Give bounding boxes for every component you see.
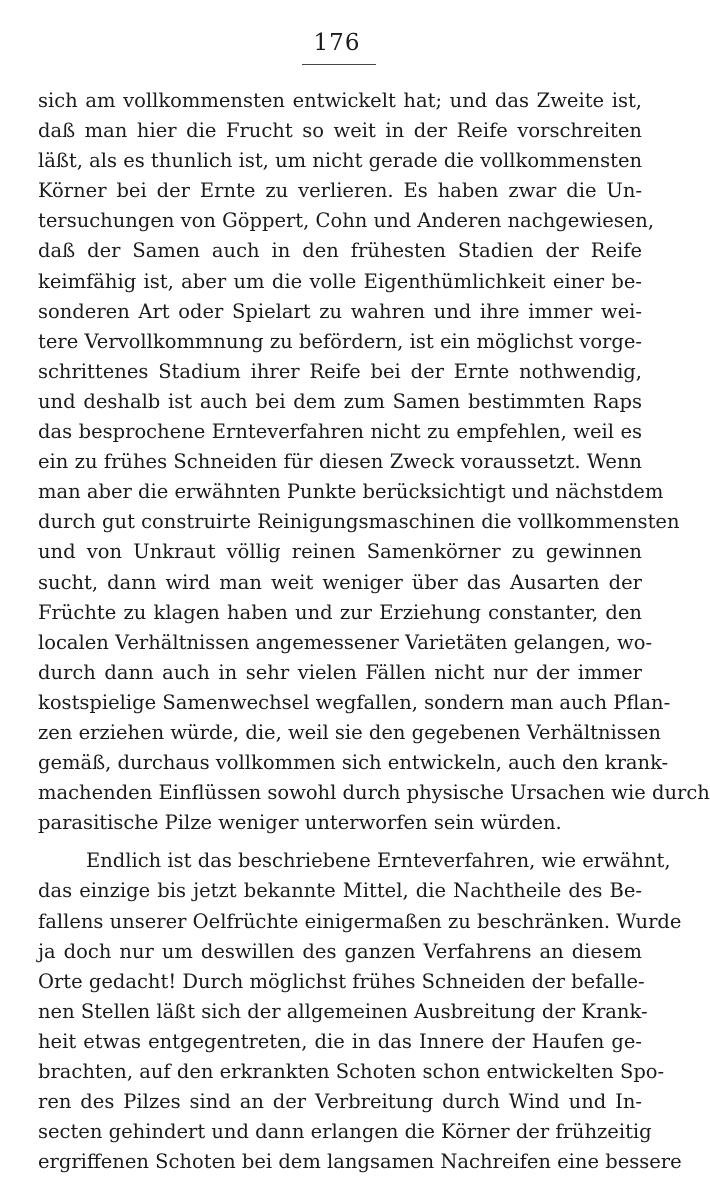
text-line: parasitische Pilze weniger unterworfen sein würden. <box>38 811 562 835</box>
text-line: Endlich ist das beschriebene Ernteverfahren, wie erwähnt, <box>86 849 671 873</box>
text-line: das einzige bis jetzt bekannte Mittel, die Nachtheile des Be- <box>38 879 642 903</box>
text-line: localen Verhältnissen angemessener Varietäten gelangen, wo- <box>38 630 653 654</box>
text-line: Früchte zu klagen haben und zur Erziehung constanter, den <box>38 600 642 624</box>
text-line: tersuchungen von Göppert, Cohn und Anderen nachgewiesen, <box>38 209 655 233</box>
text-line: Körner bei der Ernte zu verlieren. Es haben zwar die Un- <box>38 179 642 203</box>
text-line: daß man hier die Frucht so weit in der Reife vorschreiten <box>38 119 642 143</box>
text-line: zen erziehen würde, die, weil sie den gegebenen Verhältnissen <box>38 720 661 744</box>
text-line: machenden Einflüssen sowohl durch physische Ursachen wie durch <box>38 781 710 805</box>
text-line: ja doch nur um deswillen des ganzen Verfahrens an diesem <box>38 939 642 963</box>
text-line: man aber die erwähnten Punkte berücksichtigt und nächstdem <box>38 480 664 504</box>
text-line: und deshalb ist auch bei dem zum Samen bestimmten Raps <box>38 389 642 413</box>
text-line: ergriffenen Schoten bei dem langsamen Nachreifen eine bessere <box>38 1150 682 1174</box>
text-line: ren des Pilzes sind an der Verbreitung durch Wind und In- <box>38 1090 642 1114</box>
text-line: gemäß, durchaus vollkommen sich entwickeln, auch den krank- <box>38 751 669 775</box>
page-number: 176 <box>313 30 361 56</box>
text-line: kostspielige Samenwechsel wegfallen, sondern man auch Pflan- <box>38 690 671 714</box>
text-line: secten gehindert und dann erlangen die Körner der frühzeitig <box>38 1120 652 1144</box>
text-line: tere Vervollkommnung zu befördern, ist ein möglichst vorge- <box>38 329 642 353</box>
text-line: Orte gedacht! Durch möglichst frühes Schneiden der befalle- <box>38 969 645 993</box>
text-line: sich am vollkommensten entwickelt hat; und das Zweite ist, <box>38 89 642 112</box>
text-line: ein zu frühes Schneiden für diesen Zweck voraussetzt. Wenn <box>38 450 642 474</box>
text-line: nen Stellen läßt sich der allgemeinen Ausbreitung der Krank- <box>38 999 648 1023</box>
text-line: und von Unkraut völlig reinen Samenkörner zu gewinnen <box>38 540 642 564</box>
text-line: durch gut construirte Reinigungsmaschinen die vollkommensten <box>38 510 680 534</box>
text-line: schrittenes Stadium ihrer Reife bei der Ernte nothwendig, <box>38 359 642 383</box>
text-line: läßt, als es thunlich ist, um nicht gerade die vollkommensten <box>38 149 643 173</box>
text-line: das besprochene Ernteverfahren nicht zu empfehlen, weil es <box>38 420 642 444</box>
text-line: brachten, auf den erkrankten Schoten schon entwickelten Spo- <box>38 1060 665 1083</box>
text-line: daß der Samen auch in den frühesten Stadien der Reife <box>38 239 642 263</box>
text-line: keimfähig ist, aber um die volle Eigenthümlichkeit einer be- <box>38 269 642 293</box>
text-line: sonderen Art oder Spielart zu wahren und ihre immer wei- <box>38 299 642 323</box>
text-line: heit etwas entgegentreten, die in das Innere der Haufen ge- <box>38 1029 642 1053</box>
body-text <box>38 86 710 1177</box>
paragraph-2 <box>38 846 682 1177</box>
paragraph-gap <box>38 838 642 846</box>
text-line: durch dann auch in sehr vielen Fällen nicht nur der immer <box>38 660 642 684</box>
header-rule <box>302 64 376 65</box>
text-line: sucht, dann wird man weit weniger über das Ausarten der <box>38 570 642 594</box>
paragraph-1 <box>38 86 710 838</box>
text-line: fallens unserer Oelfrüchte einigermaßen zu beschränken. Wurde <box>38 909 682 933</box>
